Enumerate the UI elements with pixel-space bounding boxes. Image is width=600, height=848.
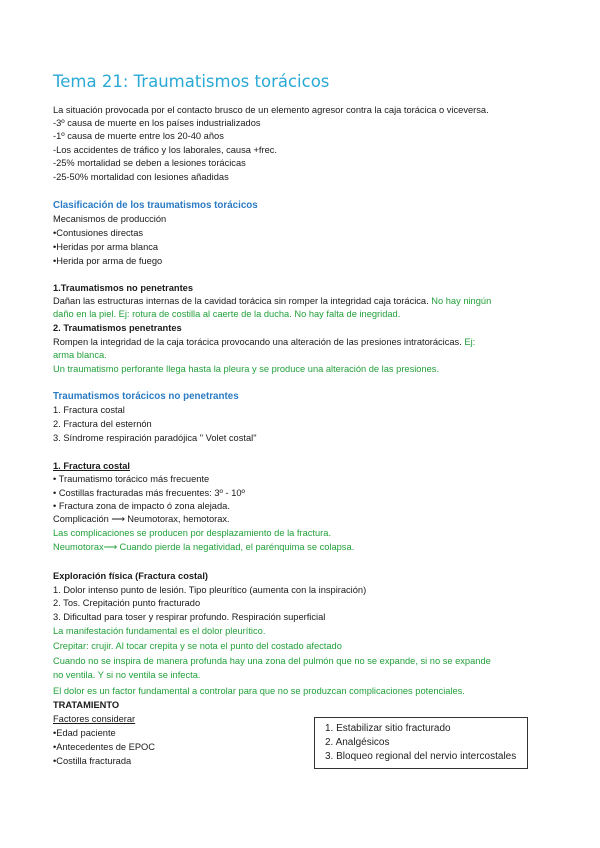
intro-line: -25% mortalidad se deben a lesiones torácicas [53,158,246,168]
note-green: La manifestación fundamental es el dolor pleurítico. [53,626,266,636]
list-item: •Antecedentes de EPOC [53,742,155,752]
note-green: No hay ningún [431,296,492,306]
list-item: •Edad paciente [53,728,116,738]
treatment-box [314,717,528,769]
page-title: Tema 21: Traumatismos torácicos [53,72,330,91]
section-heading-fractura: 1. Fractura costal [53,461,130,471]
intro-line: -25-50% mortalidad con lesiones añadidas [53,172,229,182]
intro-line: -3º causa de muerte en los países industrializados [53,118,261,128]
note-green: Crepitar: crujir. Al tocar crepita y se nota el punto del costado afectado [53,641,342,651]
list-item: • Costillas fracturadas más frecuentes: 3º - 10º [53,488,245,498]
note-green: arma blanca. [53,350,107,360]
paragraph-text: Rompen la integridad de la caja torácica provocando una alteración de las presiones intratorácicas. [53,337,462,347]
intro-line: -1º causa de muerte entre los 20-40 años [53,131,224,141]
list-item: 2. Tos. Crepitación punto fracturado [53,598,201,608]
list-item: Complicación ⟶ Neumotorax, hemotorax. [53,514,230,524]
section-heading-penetrantes: 2. Traumatismos penetrantes [53,323,182,333]
section-heading-no-penetrantes: 1.Traumatismos no penetrantes [53,283,194,293]
treatment-step: 1. Estabilizar sitio fracturado [325,723,451,734]
paragraph-line [53,336,475,348]
intro-line: La situación provocada por el contacto brusco de un elemento agresor contra la caja torácica o viceversa. [53,105,489,115]
note-green: Las complicaciones se producen por desplazamiento de la fractura. [53,528,332,538]
paragraph-text: Dañan las estructuras internas de la cavidad torácica sin romper la integridad caja torácica. [53,296,429,306]
list-item: 1. Fractura costal [53,405,125,415]
paragraph-line [53,295,491,307]
note-green: Ej: [464,337,476,347]
treatment-step: 3. Bloqueo regional del nervio intercostales [325,751,517,762]
note-green: no ventila. Y si no ventila se infecta. [53,670,201,680]
treatment-step: 2. Analgésicos [325,737,390,748]
section-heading-exploracion: Exploración física (Fractura costal) [53,571,208,581]
list-item: 3. Dificultad para toser y respirar profundo. Respiración superficial [53,612,326,622]
list-item: • Traumatismo torácico más frecuente [53,474,210,484]
list-item: •Contusiones directas [53,228,144,238]
list-item: •Heridas por arma blanca [53,242,159,252]
list-item: •Costilla fracturada [53,756,132,766]
section-subheading: Factores considerar [53,714,136,724]
note-green: Cuando no se inspira de manera profunda hay una zona del pulmón que no se expande, si no se expande [53,656,491,666]
list-item: 3. Síndrome respiración paradójica " Volet costal" [53,433,257,443]
note-green: El dolor es un factor fundamental a controlar para que no se produzcan complicaciones potenciales. [53,686,465,696]
list-item: 1. Dolor intenso punto de lesión. Tipo pleurítico (aumenta con la inspiración) [53,585,367,595]
section-heading-tratamiento: TRATAMIENTO [53,700,120,710]
note-green: daño en la piel. Ej: rotura de costilla al caerte de la ducha. No hay falta de inegridad. [53,309,401,319]
note-green: Un traumatismo perforante llega hasta la pleura y se produce una alteración de las presiones. [53,364,440,374]
list-item: 2. Fractura del esternón [53,419,152,429]
section-heading-tipos: Traumatismos torácicos no penetrantes [53,391,239,402]
section-heading-clasificacion: Clasificación de los traumatismos torácicos [53,200,258,211]
section-subheading: Mecanismos de producción [53,214,167,224]
list-item: • Fractura zona de impacto ó zona alejada. [53,501,230,511]
intro-line: -Los accidentes de tráfico y los laborales, causa +frec. [53,145,278,155]
list-item: •Herida por arma de fuego [53,256,163,266]
note-green: Neumotorax⟶ Cuando pierde la negatividad, el parénquima se colapsa. [53,542,355,552]
